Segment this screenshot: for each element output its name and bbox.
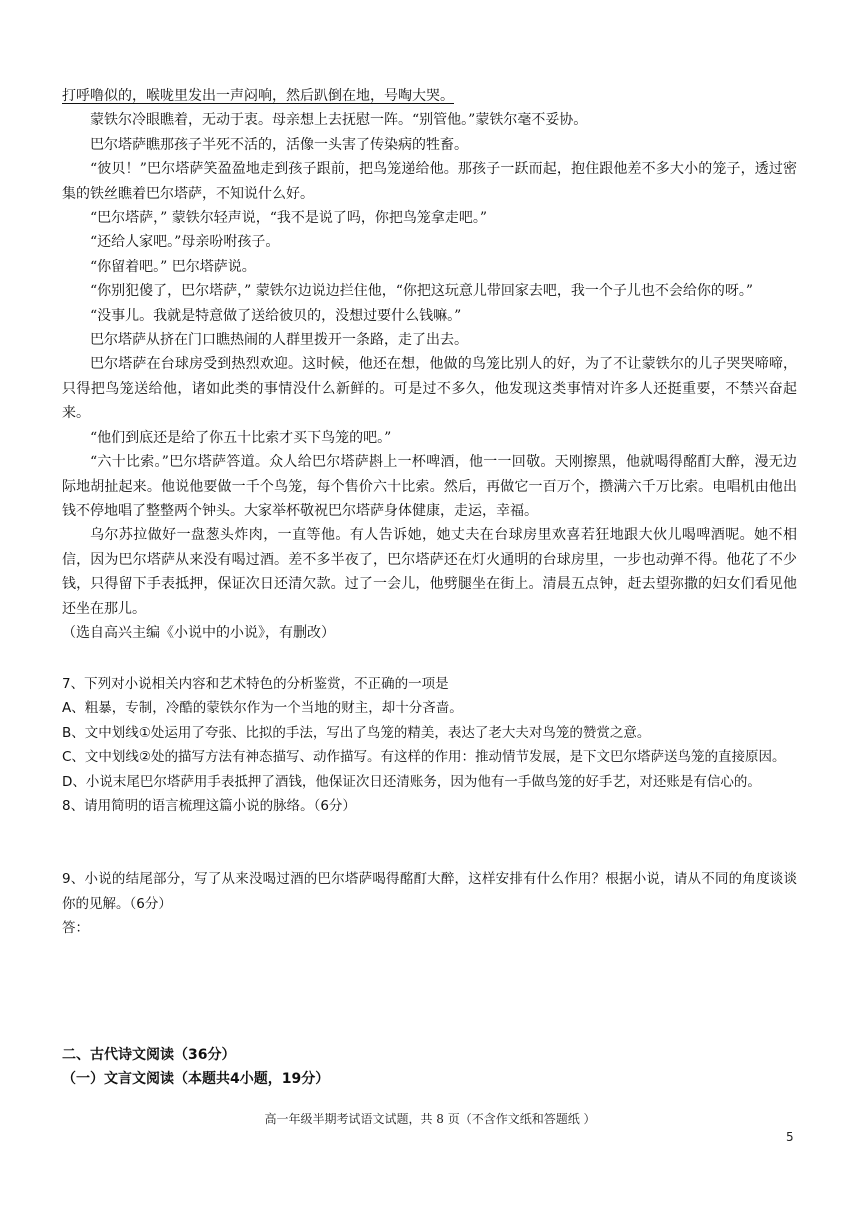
story-paragraph: 蒙铁尔冷眼瞧着，无动于衷。母亲想上去抚慰一阵。“别管他。”蒙铁尔毫不妥协。 bbox=[90, 112, 588, 129]
story-source: （选自高兴主编《小说中的小说》，有删改） bbox=[62, 624, 335, 641]
answer-space bbox=[62, 818, 797, 867]
underlined-line: 打呼噜似的，喉咙里发出一声闷响，然后趴倒在地，号啕大哭。 bbox=[62, 88, 454, 104]
question-7-option-a: A、粗暴，专制，冷酷的蒙铁尔作为一个当地的财主，却十分吝啬。 bbox=[62, 700, 463, 717]
story-paragraph: “没事儿。我就是特意做了送给彼贝的，没想过要什么钱嘛。” bbox=[90, 307, 462, 324]
page-footer: 高一年级半期考试语文试题，共 8 页（不含作文纸和答题纸 ） bbox=[264, 1112, 596, 1126]
story-paragraph: “他们到底还是给了你五十比索才买下鸟笼的吧。” bbox=[90, 429, 392, 446]
question-8: 8、请用简明的语言梳理这篇小说的脉络。（6分） bbox=[62, 798, 356, 815]
question-7-option-c: C、文中划线②处的描写方法有神态描写、动作描写。有这样的作用：推动情节发展，是下文巴尔塔萨送鸟笼的直接原因。 bbox=[62, 749, 786, 766]
story-paragraph: “你留着吧。” 巴尔塔萨说。 bbox=[90, 258, 256, 275]
story-paragraph: 巴尔塔萨瞧那孩子半死不活的，活像一头害了传染病的牲畜。 bbox=[90, 136, 468, 153]
story-paragraph: 乌尔苏拉做好一盘葱头炸肉，一直等他。有人告诉她，她丈夫在台球房里欢喜若狂地跟大伙儿喝啤酒呢。她不相信，因为巴尔塔萨从来没有喝过酒。差不多半夜了，巴尔塔萨还在灯火通明的台球房里，一步也动弹不得。他花了不少钱，只得留下手表抵押，保证次日还清欠款。过了一会儿，他劈腿坐在街上。清晨五点钟，赶去望弥撒的妇女们看见他还坐在那儿。 bbox=[62, 527, 797, 617]
question-7-option-d: D、小说末尾巴尔塔萨用手表抵押了酒钱，他保证次日还清账务，因为他有一手做鸟笼的好手艺，对还账是有信心的。 bbox=[62, 773, 761, 790]
story-paragraph: 巴尔塔萨在台球房受到热烈欢迎。这时候，他还在想，他做的鸟笼比别人的好，为了不让蒙铁尔的儿子哭哭啼啼，只得把鸟笼送给他，诸如此类的事情没什么新鲜的。可是过不多久，他发现这类事情对许多人还挺重要，不禁兴奋起来。 bbox=[62, 356, 797, 422]
question-7-option-b: B、文中划线①处运用了夸张、比拟的手法，写出了鸟笼的精美，表达了老大夫对鸟笼的赞赏之意。 bbox=[62, 724, 651, 741]
story-paragraph: “你别犯傻了，巴尔塔萨，” 蒙铁尔边说边拦住他，“你把这玩意儿带回家去吧，我一个子儿也不会给你的呀。” bbox=[90, 283, 754, 300]
story-text bbox=[62, 84, 797, 645]
story-paragraph: 巴尔塔萨从挤在门口瞧热闹的人群里拨开一条路，走了出去。 bbox=[90, 332, 468, 349]
section-heading: 二、古代诗文阅读（36分） bbox=[62, 1047, 236, 1063]
page-number: 5 bbox=[786, 1130, 794, 1144]
question-7: 7、下列对小说相关内容和艺术特色的分析鉴赏，不正确的一项是 bbox=[62, 676, 449, 692]
answer-label: 答： bbox=[62, 920, 89, 937]
story-paragraph: “巴尔塔萨，” 蒙铁尔轻声说，“我不是说了吗，你把鸟笼拿走吧。” bbox=[90, 210, 488, 227]
questions-block bbox=[62, 672, 797, 941]
story-paragraph: “彼贝！”巴尔塔萨笑盈盈地走到孩子跟前，把鸟笼递给他。那孩子一跃而起，抱住跟他差不多大小的笼子，透过密集的铁丝瞧着巴尔塔萨，不知说什么好。 bbox=[62, 161, 797, 202]
section-header bbox=[62, 1043, 797, 1091]
question-9: 9、小说的结尾部分，写了从来没喝过酒的巴尔塔萨喝得酩酊大醉，这样安排有什么作用？根据小说，请从不同的角度谈谈你的见解。（6分） bbox=[62, 871, 797, 912]
story-paragraph: “还给人家吧。”母亲吩咐孩子。 bbox=[90, 234, 280, 251]
section-subheading: （一）文言文阅读（本题共4小题，19分） bbox=[62, 1071, 330, 1087]
story-paragraph: “六十比索。”巴尔塔萨答道。众人给巴尔塔萨斟上一杯啤酒，他一一回敬。天刚擦黑，他就喝得酩酊大醉，漫无边际地胡扯起来。他说他要做一千个鸟笼，每个售价六十比索。然后，再做它一百万个，攒满六千万比索。电唱机由他出钱不停地唱了整整两个钟头。大家举杯敬祝巴尔塔萨身体健康，走运，幸福。 bbox=[62, 454, 797, 519]
